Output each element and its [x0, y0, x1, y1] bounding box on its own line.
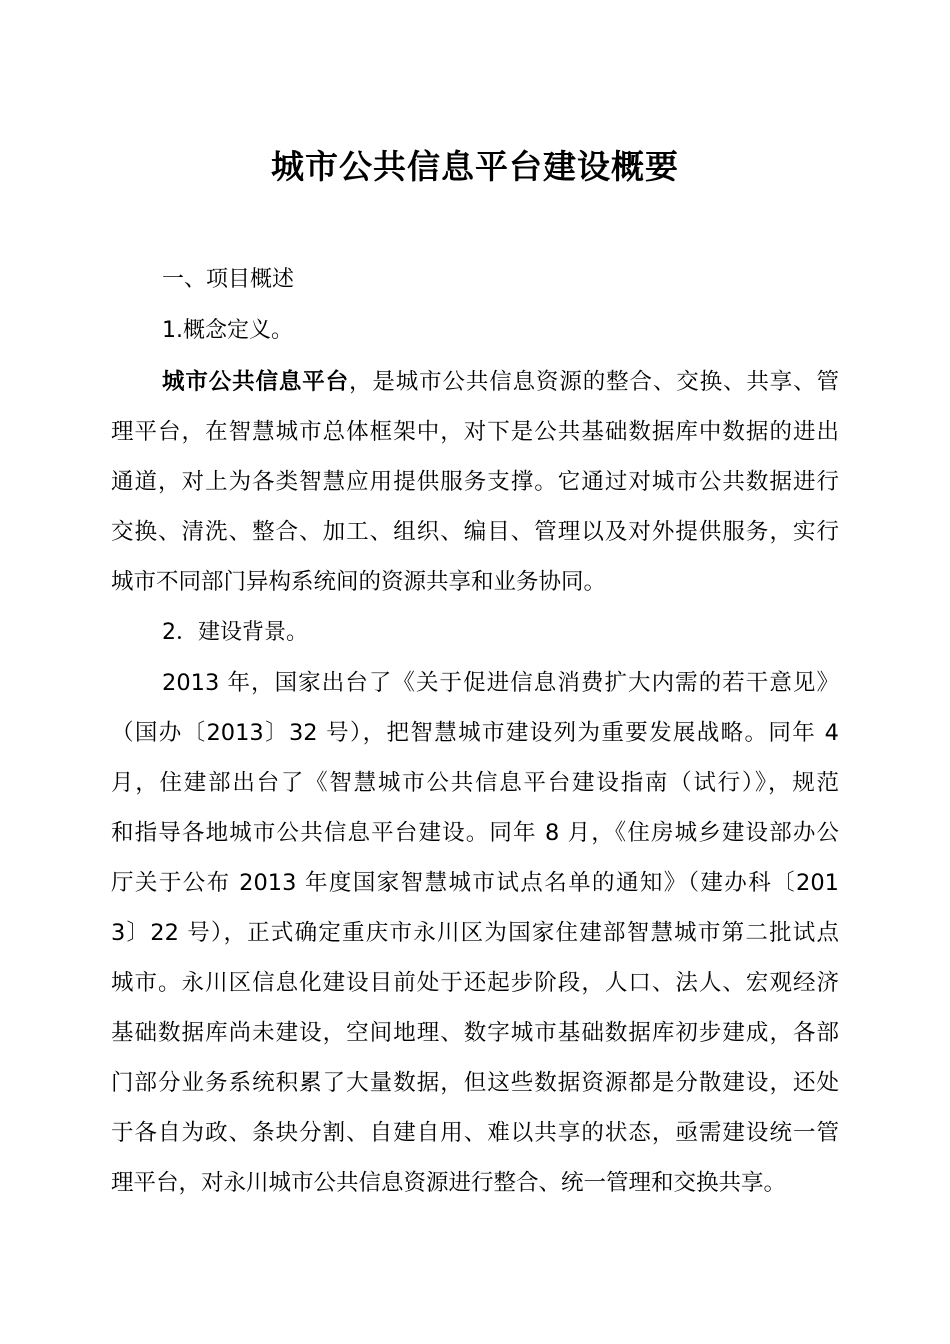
section-heading-overview: 一、项目概述 — [162, 267, 295, 292]
text-segment: ，是城市公共信息资源的整合、交换、共享、管 — [349, 369, 839, 395]
paragraph-background-line: 基础数据库尚未建设，空间地理、数字城市基础数据库初步建成，各部 — [111, 1020, 839, 1046]
subsection-heading-definition: 1.概念定义。 — [162, 318, 293, 343]
paragraph-background-line: 2013 年，国家出台了《关于促进信息消费扩大内需的若干意见》 — [162, 670, 839, 696]
paragraph-background-line: 于各自为政、条块分割、自建自用、难以共享的状态，亟需建设统一管 — [111, 1120, 839, 1146]
paragraph-definition-line: 城市不同部门异构系统间的资源共享和业务协同。 — [111, 569, 607, 595]
paragraph-background-line: 门部分业务系统积累了大量数据，但这些数据资源都是分散建设，还处 — [111, 1070, 839, 1096]
paragraph-definition-line: 理平台，在智慧城市总体框架中，对下是公共基础数据库中数据的进出 — [111, 419, 839, 445]
paragraph-background-line: 和指导各地城市公共信息平台建设。同年 8 月，《住房城乡建设部办公 — [111, 820, 839, 846]
paragraph-definition-line — [162, 366, 839, 398]
paragraph-background-line: 城市。永川区信息化建设目前处于还起步阶段，人口、法人、宏观经济 — [111, 970, 839, 996]
paragraph-background-line: 理平台，对永川城市公共信息资源进行整合、统一管理和交换共享。 — [111, 1170, 787, 1196]
paragraph-background-line: 月，住建部出台了《智慧城市公共信息平台建设指南（试行）》，规范 — [111, 770, 839, 796]
document-title: 城市公共信息平台建设概要 — [271, 147, 679, 186]
paragraph-background-line: 3〕22 号），正式确定重庆市永川区为国家住建部智慧城市第二批试点 — [111, 920, 839, 946]
paragraph-background-line: 厅关于公布 2013 年度国家智慧城市试点名单的通知》（建办科〔201 — [111, 870, 839, 896]
subsection-heading-background: 2．建设背景。 — [162, 620, 308, 645]
bold-term: 城市公共信息平台 — [162, 369, 349, 395]
paragraph-background-line: （国办〔2013〕32 号），把智慧城市建设列为重要发展战略。同年 4 — [111, 720, 839, 746]
paragraph-definition-line: 通道，对上为各类智慧应用提供服务支撑。它通过对城市公共数据进行 — [111, 469, 839, 495]
paragraph-definition-line: 交换、清洗、整合、加工、组织、编目、管理以及对外提供服务，实行 — [111, 519, 839, 545]
